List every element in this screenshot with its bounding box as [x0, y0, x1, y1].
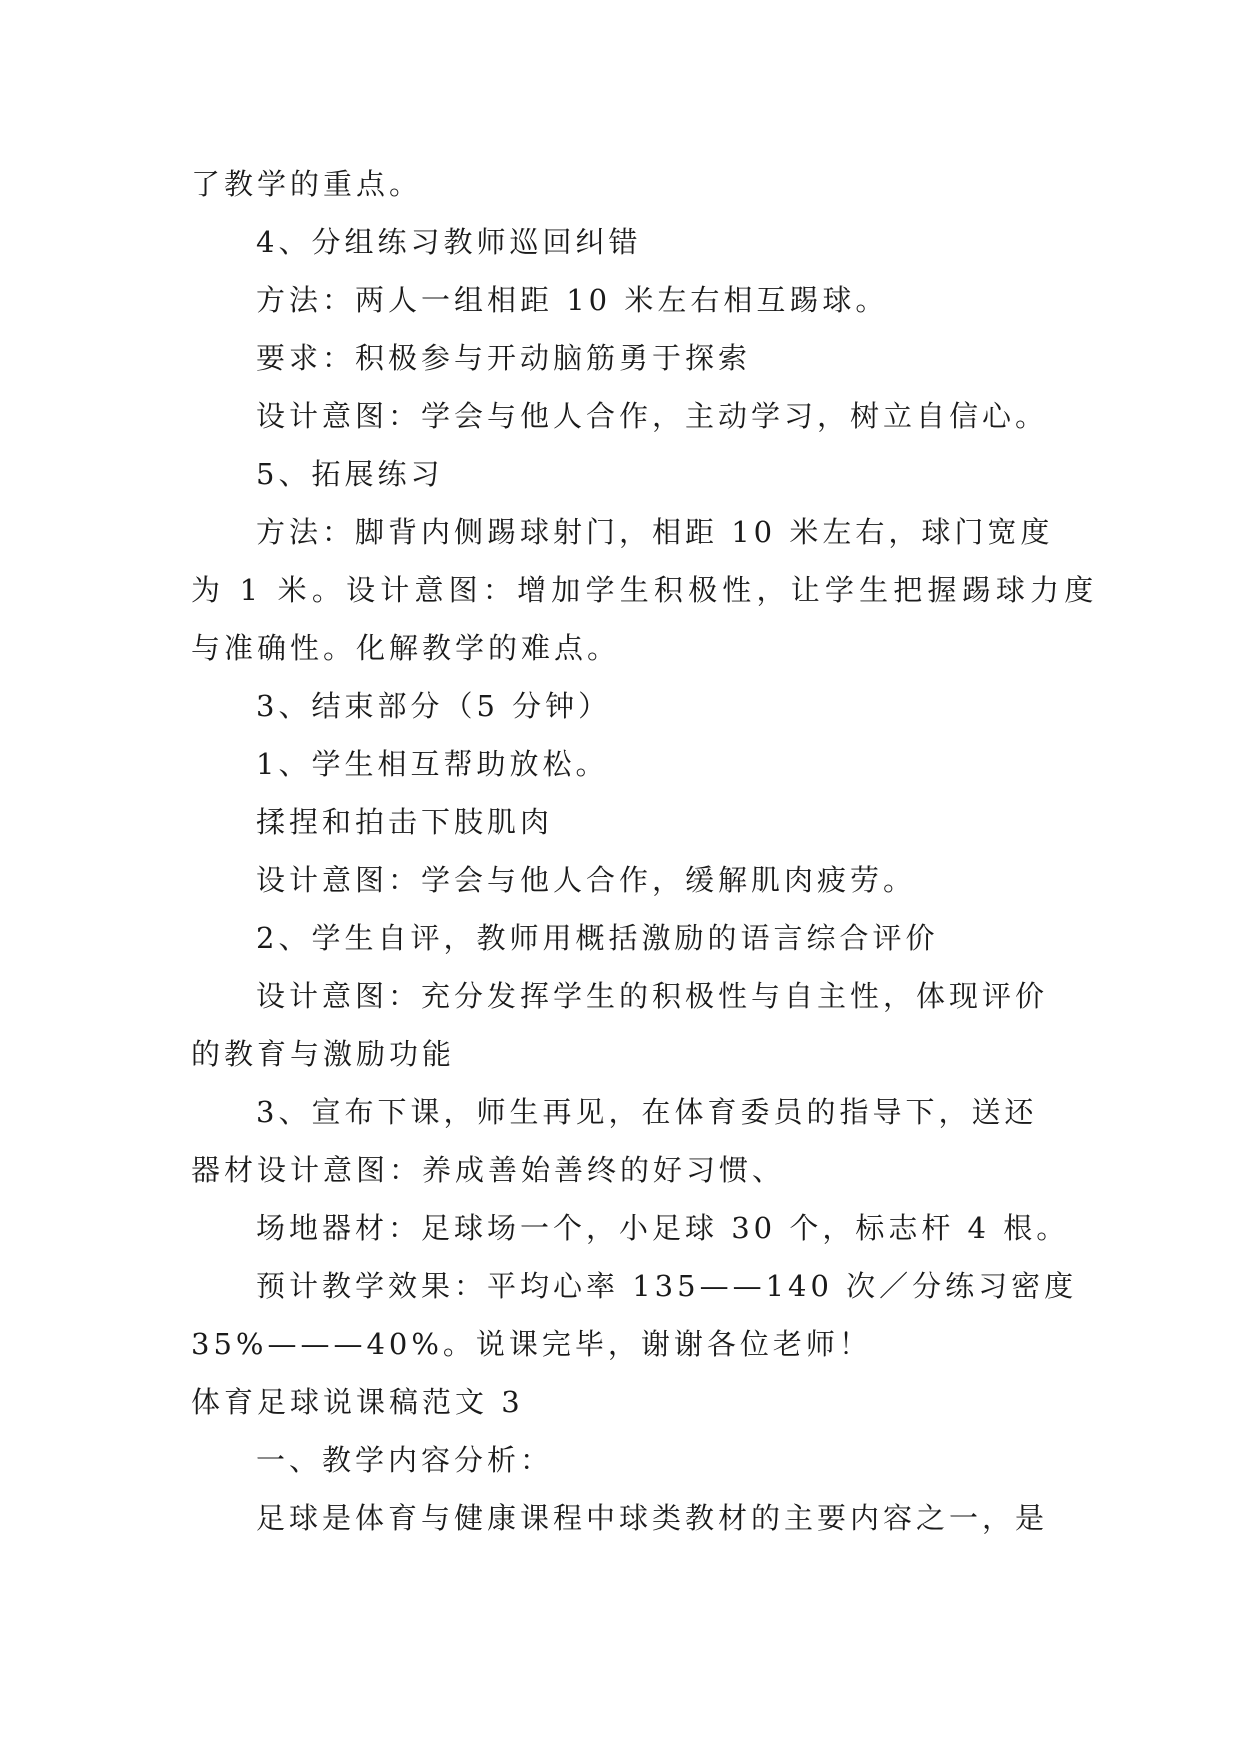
text-line-24: 足球是体育与健康课程中球类教材的主要内容之一，是	[256, 1501, 1049, 1535]
text-line-11: 1、学生相互帮助放松。	[256, 747, 609, 781]
text-line-15: 设计意图：充分发挥学生的积极性与自主性，体现评价	[256, 979, 1049, 1013]
text-line-14: 2、学生自评，教师用概括激励的语言综合评价	[256, 921, 939, 955]
text-line-2: 4、分组练习教师巡回纠错	[256, 225, 642, 259]
text-line-8: 为 1 米。设计意图：增加学生积极性，让学生把握踢球力度	[191, 573, 1099, 607]
text-line-12: 揉捏和拍击下肢肌肉	[256, 805, 554, 839]
text-line-7: 方法：脚背内侧踢球射门，相距 10 米左右，球门宽度	[256, 515, 1054, 549]
text-line-23: 一、教学内容分析：	[256, 1443, 554, 1477]
text-line-13: 设计意图：学会与他人合作，缓解肌肉疲劳。	[256, 863, 917, 897]
text-line-17: 3、宣布下课，师生再见，在体育委员的指导下，送还	[256, 1095, 1038, 1129]
text-line-16: 的教育与激励功能	[191, 1037, 456, 1071]
text-line-21: 35%———40%。说课完毕，谢谢各位老师！	[191, 1327, 872, 1361]
text-line-1: 了教学的重点。	[191, 167, 423, 201]
text-line-6: 5、拓展练习	[256, 457, 444, 491]
text-line-19: 场地器材：足球场一个，小足球 30 个，标志杆 4 根。	[256, 1211, 1070, 1245]
text-line-9: 与准确性。化解教学的难点。	[191, 631, 621, 665]
text-line-4: 要求：积极参与开动脑筋勇于探索	[256, 341, 752, 375]
text-line-20: 预计教学效果：平均心率 135——140 次／分练习密度	[256, 1269, 1078, 1303]
text-line-10: 3、结束部分（5 分钟）	[256, 689, 612, 723]
text-line-18: 器材设计意图：养成善始善终的好习惯、	[191, 1153, 786, 1187]
text-line-5: 设计意图：学会与他人合作，主动学习，树立自信心。	[256, 399, 1049, 433]
section-heading: 体育足球说课稿范文 3	[191, 1385, 524, 1419]
text-line-3: 方法：两人一组相距 10 米左右相互踢球。	[256, 283, 889, 317]
